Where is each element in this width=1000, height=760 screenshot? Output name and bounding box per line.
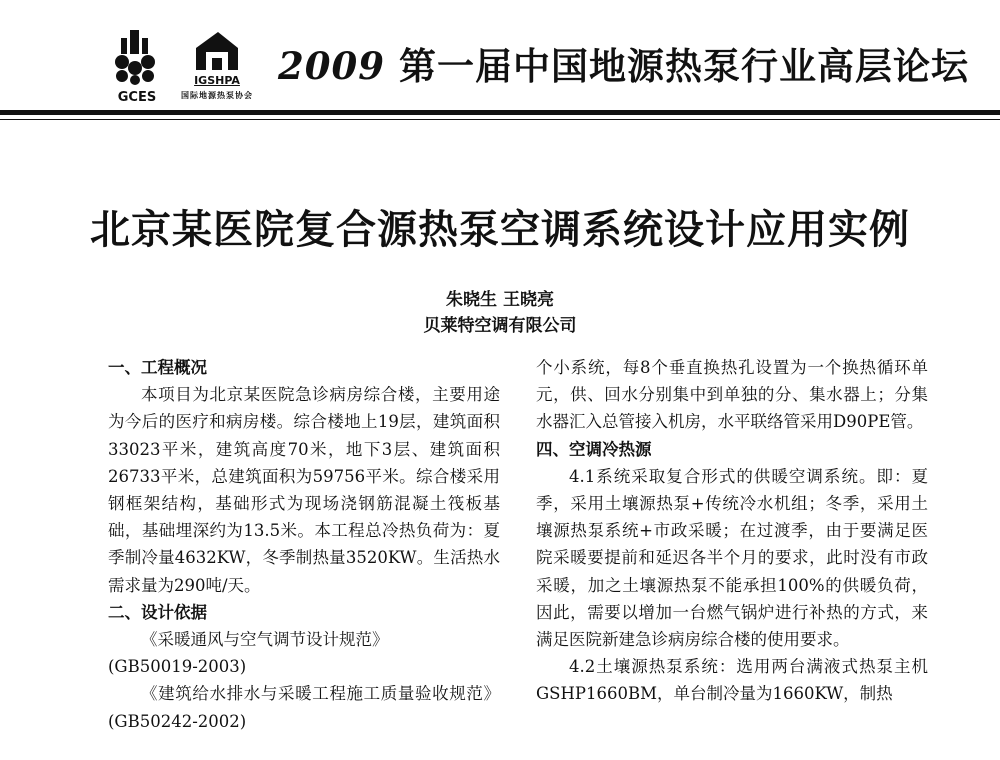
- igshpa-logo-subtitle: 国际地源热泵协会: [181, 91, 253, 100]
- paragraph-4-1: 4.1系统采取复合形式的供暖空调系统。即：夏季，采用土壤源热泵+传统冷水机组；冬季，采用土壤源热泵系统+市政采暖；在过渡季，由于要满足医院采暖要提前和延迟各半个月的要求，此时没有市政采暖，加之土壤源热泵不能承担100%的供暖负荷，因此，需要以增加一台燃气锅炉进行补热的方式，来满足医院新建急诊病房综合楼的使用要求。: [536, 466, 928, 650]
- conference-name: 第一届中国地源热泵行业高层论坛: [398, 44, 969, 88]
- left-column: [108, 354, 500, 735]
- page-header: [0, 0, 1000, 118]
- right-column: [536, 354, 928, 708]
- continued-paragraph: 个小系统，每8个垂直换热孔设置为一个换热循环单元，供、回水分别集中到单独的分、集水器上；分集水器汇入总管接入机房，水平联络管采用D90PE管。: [536, 358, 928, 432]
- reference-1-title-text: 《采暖通风与空气调节设计规范》: [141, 630, 389, 650]
- section-heading-overview: 一、工程概况: [108, 358, 207, 377]
- header-rule-thick: [0, 110, 1000, 115]
- overview-paragraph: 本项目为北京某医院急诊病房综合楼，主要用途为今后的医疗和病房楼。综合楼地上19层，建筑面积33023平米，建筑高度70米，地下3层、建筑面积26733平米，总建筑面积为59756平米。综合楼采用钢框架结构，基础形式为现场浇钢筋混凝土筏板基础，基础埋深约为13.5米。本工程总冷热负荷为：夏季制冷量4632KW，冬季制热量3520KW。生活热水需求量为290吨/天。: [108, 385, 500, 595]
- section-heading-cold-heat-source: 四、空调冷热源: [536, 439, 652, 459]
- reference-2: 《建筑给水排水与采暖工程施工质量验收规范》(GB50242-2002): [108, 684, 500, 731]
- paper-authors: 朱晓生 王晓亮: [446, 290, 554, 310]
- conference-year: 2009: [278, 44, 385, 88]
- reference-1-title: [108, 626, 500, 653]
- gces-emblem-icon: [108, 30, 162, 88]
- paragraph-4-2: 4.2土壤源热泵系统：选用两台满液式热泵主机GSHP1660BM，单台制冷量为1660KW，制热: [536, 657, 928, 704]
- section-heading-design-basis: 二、设计依据: [108, 602, 207, 622]
- paper-affiliation: 贝莱特空调有限公司: [423, 316, 577, 336]
- header-rule-thin: [0, 119, 1000, 120]
- reference-1-code: (GB50019-2003): [108, 657, 247, 677]
- gces-logo-text: GCES: [117, 90, 157, 105]
- paper-title: 北京某医院复合源热泵空调系统设计应用实例: [90, 206, 910, 253]
- gces-logo: [100, 30, 170, 105]
- igshpa-house-icon: [192, 30, 242, 72]
- igshpa-logo: [176, 30, 258, 105]
- igshpa-logo-text: IGSHPA: [194, 74, 240, 87]
- conference-title: [278, 36, 969, 90]
